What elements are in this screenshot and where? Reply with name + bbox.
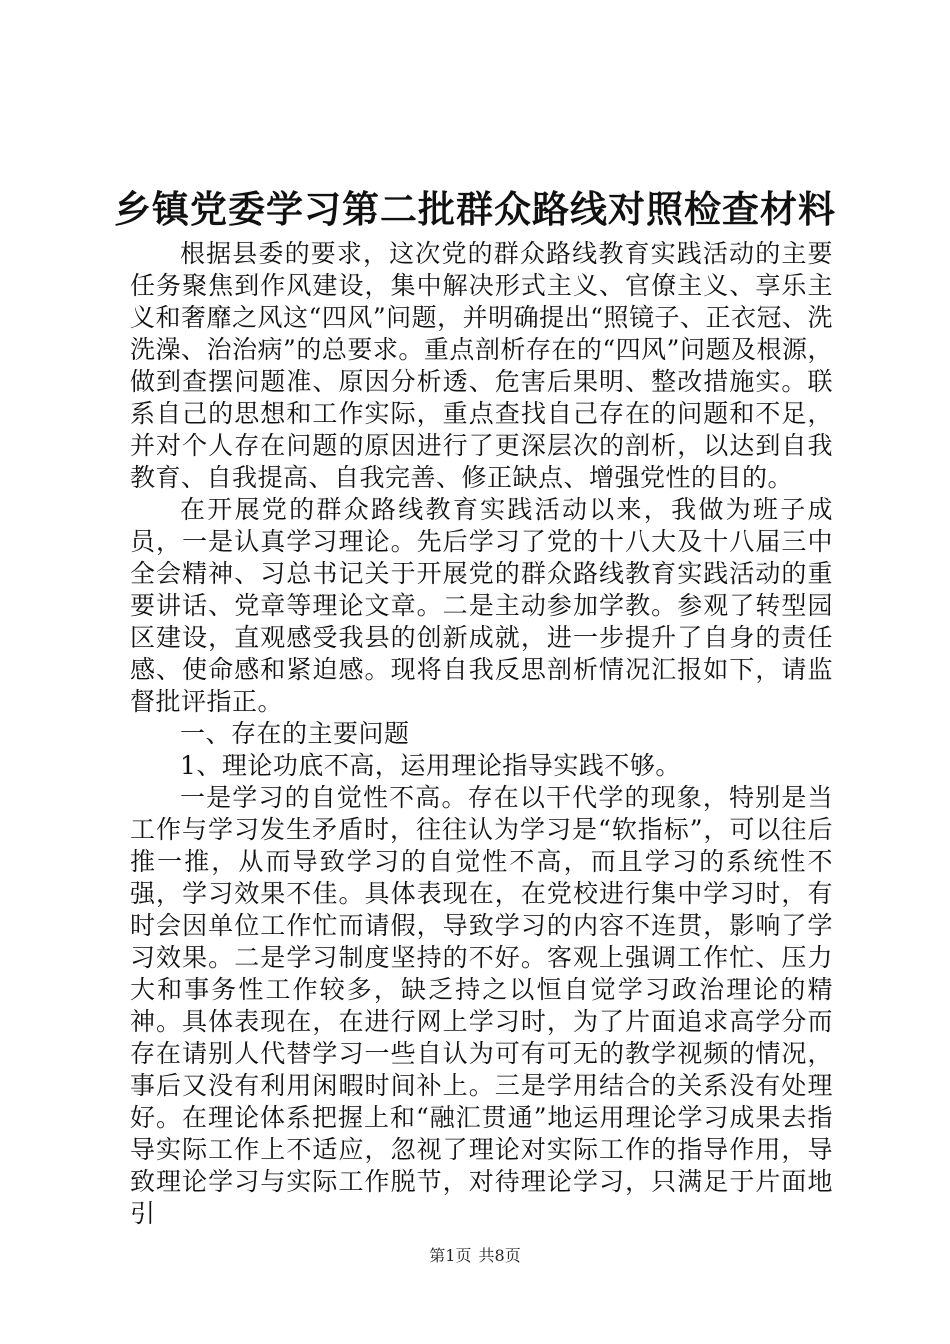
page-footer [0, 1244, 950, 1268]
section-heading: 一、存在的主要问题 [180, 719, 410, 748]
page-number: 第1页 [429, 1246, 472, 1265]
subsection-heading: 1、理论功底不高，运用理论指导实践不够。 [180, 751, 681, 780]
paragraph-problems: 一是学习的自觉性不高。存在以干代学的现象，特别是当工作与学习发生矛盾时，往往认为学习是“软指标”，可以往后推一推，从而导致学习的自觉性不高，而且学习的系统性不强，学习效果不佳。具体表现在，在党校进行集中学习时，有时会因单位工作忙而请假，导致学习的内容不连贯，影响了学习效果。二是学习制度坚持的不好。客观上强调工作忙、压力大和事务性工作较多，缺乏持之以恒自觉学习政治理论的精神。具体表现在，在进行网上学习时，为了片面追求高学分而存在请别人代替学习一些自认为可有可无的教学视频的情况，事后又没有利用闲暇时间补上。三是学用结合的关系没有处理好。在理论体系把握上和“融汇贯通”地运用理论学习成果去指导实际工作上不适应，忽视了理论对实际工作的指导作用，导致理论学习与实际工作脱节，对待理论学习，只满足于片面地引 [130, 783, 833, 1228]
document-body [130, 238, 833, 1230]
paragraph-background: 在开展党的群众路线教育实践活动以来，我做为班子成员，一是认真学习理论。先后学习了党的十八大及十八届三中全会精神、习总书记关于开展党的群众路线教育实践活动的重要讲话、党章等理论文章。二是主动参加学教。参观了转型园区建设，直观感受我县的创新成就，进一步提升了自身的责任感、使命感和紧迫感。现将自我反思剖析情况汇报如下，请监督批评指正。 [130, 495, 833, 716]
document-title: 乡镇党委学习第二批群众路线对照检查材料 [114, 187, 836, 231]
page-total: 共8页 [478, 1246, 521, 1265]
paragraph-intro: 根据县委的要求，这次党的群众路线教育实践活动的主要任务聚焦到作风建设，集中解决形式主义、官僚主义、享乐主义和奢靡之风这“四风”问题，并明确提出“照镜子、正衣冠、洗洗澡、治治病”的总要求。重点剖析存在的“四风”问题及根源，做到查摆问题准、原因分析透、危害后果明、整改措施实。联系自己的思想和工作实际，重点查找自己存在的问题和不足，并对个人存在问题的原因进行了更深层次的剖析，以达到自我教育、自我提高、自我完善、修正缺点、增强党性的目的。 [130, 239, 833, 492]
